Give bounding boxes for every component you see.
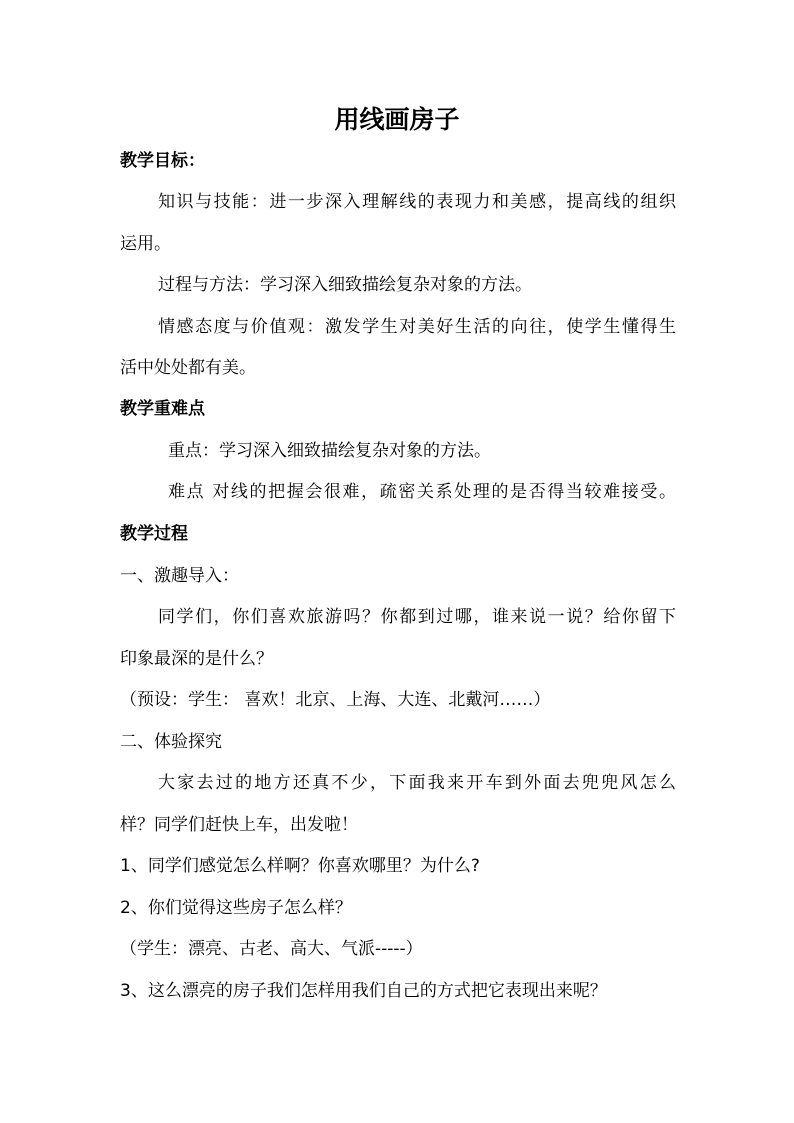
part2-paragraph-line-1: 大家去过的地方还真不少，下面我来开车到外面去兜兜风怎么 [158, 773, 676, 793]
question-2: 2、你们觉得这些房子怎么样？ [120, 898, 352, 918]
objective-knowledge-line-2: 运用。 [120, 234, 171, 254]
page-title: 用线画房子 [334, 105, 460, 134]
question-3: 3、这么漂亮的房子我们怎样用我们自己的方式把它表现出来呢？ [120, 981, 607, 1001]
process-heading: 教学过程 [120, 524, 188, 544]
part2-paragraph-line-2: 样？同学们赶快上车，出发啦！ [120, 815, 358, 835]
key-points-heading: 教学重难点 [120, 399, 205, 419]
objective-knowledge-line-1: 知识与技能：进一步深入理解线的表现力和美感，提高线的组织 [158, 192, 676, 212]
part1-paragraph-line-1: 同学们，你们喜欢旅游吗？你都到过哪，谁来说一说？给你留下 [158, 607, 676, 627]
part2-heading: 二、体验探究 [120, 732, 222, 752]
objective-process: 过程与方法：学习深入细致描绘复杂对象的方法。 [158, 275, 532, 295]
part1-paragraph-line-2: 印象最深的是什么？ [120, 649, 273, 669]
question-2-answer: （学生：漂亮、古老、高大、气派-----） [120, 939, 423, 959]
key-point-focus: 重点：学习深入细致描绘复杂对象的方法。 [168, 441, 491, 461]
question-1: 1、同学们感觉怎么样啊？你喜欢哪里？为什么? [120, 856, 480, 876]
objective-emotion-line-2: 活中处处都有美。 [120, 358, 256, 378]
part1-heading: 一、激趣导入： [120, 566, 239, 586]
part1-preset: （预设：学生： 喜欢！北京、上海、大连、北戴河……） [120, 690, 551, 710]
objectives-heading: 教学目标： [120, 151, 205, 171]
key-point-difficulty: 难点 对线的把握会很难，疏密关系处理的是否得当较难接受。 [168, 482, 676, 502]
objective-emotion-line-1: 情感态度与价值观：激发学生对美好生活的向往，使学生懂得生 [158, 317, 676, 337]
